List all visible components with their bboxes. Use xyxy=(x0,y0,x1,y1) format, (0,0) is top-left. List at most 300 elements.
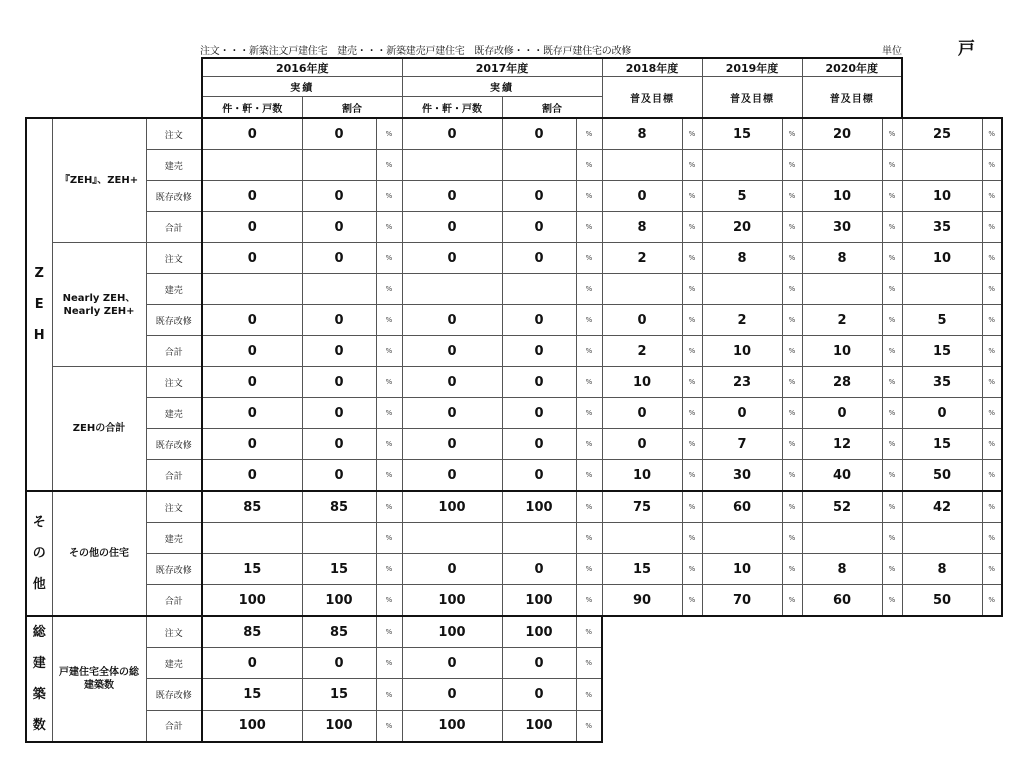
percent-mark: % xyxy=(576,305,602,336)
value-cell xyxy=(602,150,682,181)
value-cell: 10 xyxy=(902,181,982,212)
other-group-label: その他の住宅 xyxy=(52,491,146,616)
table-row xyxy=(26,523,1002,554)
value-cell: 20 xyxy=(702,212,782,243)
value-cell: 90 xyxy=(602,585,682,617)
percent-mark: % xyxy=(682,367,702,398)
percent-mark: % xyxy=(982,150,1002,181)
percent-mark: % xyxy=(576,648,602,679)
goal-header-2020: 普及目標 xyxy=(802,77,902,119)
unit-label: 単位 xyxy=(882,46,902,57)
value-cell: 0 xyxy=(502,679,576,710)
zeh-group-label: ZEHの合計 xyxy=(52,367,146,492)
percent-mark: % xyxy=(376,118,402,150)
value-cell xyxy=(802,150,882,181)
value-cell: 100 xyxy=(302,585,376,617)
percent-mark: % xyxy=(576,523,602,554)
percent-mark: % xyxy=(682,523,702,554)
total-section-char: 数 xyxy=(32,718,46,733)
value-cell: 0 xyxy=(502,554,576,585)
value-cell: 100 xyxy=(202,585,302,617)
unit-value: 戸 xyxy=(958,39,975,59)
percent-mark: % xyxy=(782,243,802,274)
value-cell: 0 xyxy=(202,398,302,429)
value-cell: 15 xyxy=(202,679,302,710)
value-cell: 0 xyxy=(402,181,502,212)
value-cell xyxy=(202,150,302,181)
value-cell: 0 xyxy=(202,181,302,212)
value-cell: 0 xyxy=(502,305,576,336)
value-cell: 0 xyxy=(402,367,502,398)
row-type-label: 合計 xyxy=(146,585,202,617)
percent-mark: % xyxy=(576,616,602,648)
value-cell: 10 xyxy=(902,243,982,274)
row-type-label: 合計 xyxy=(146,710,202,742)
total-section-char: 総 xyxy=(32,625,46,640)
value-cell: 100 xyxy=(502,491,576,523)
year-header-2017: 2017年度 xyxy=(402,58,602,77)
value-cell: 5 xyxy=(702,181,782,212)
percent-mark: % xyxy=(882,398,902,429)
value-cell: 0 xyxy=(402,554,502,585)
value-cell: 15 xyxy=(902,429,982,460)
value-cell: 0 xyxy=(902,398,982,429)
row-type-label: 既存改修 xyxy=(146,679,202,710)
value-cell: 0 xyxy=(302,336,376,367)
percent-mark: % xyxy=(576,367,602,398)
row-type-label: 既存改修 xyxy=(146,429,202,460)
value-cell: 100 xyxy=(402,616,502,648)
percent-mark: % xyxy=(782,367,802,398)
value-cell: 8 xyxy=(902,554,982,585)
percent-mark: % xyxy=(782,150,802,181)
value-cell: 0 xyxy=(402,648,502,679)
row-type-label: 注文 xyxy=(146,243,202,274)
percent-mark: % xyxy=(576,460,602,492)
total-section-char: 建 xyxy=(32,656,46,671)
percent-mark: % xyxy=(982,367,1002,398)
value-cell: 0 xyxy=(602,429,682,460)
percent-mark: % xyxy=(782,212,802,243)
value-cell: 0 xyxy=(202,212,302,243)
value-cell: 0 xyxy=(302,648,376,679)
table-row xyxy=(26,181,1002,212)
percent-mark: % xyxy=(576,181,602,212)
value-cell: 0 xyxy=(302,367,376,398)
percent-mark: % xyxy=(376,710,402,742)
value-cell: 50 xyxy=(902,460,982,492)
ratio-header-2017: 割合 xyxy=(502,97,602,119)
other-section-char: そ xyxy=(32,515,46,530)
percent-mark: % xyxy=(882,181,902,212)
value-cell: 30 xyxy=(802,212,882,243)
value-cell: 70 xyxy=(702,585,782,617)
value-cell xyxy=(402,274,502,305)
percent-mark: % xyxy=(982,274,1002,305)
value-cell: 0 xyxy=(502,243,576,274)
percent-mark: % xyxy=(782,523,802,554)
percent-mark: % xyxy=(982,491,1002,523)
value-cell: 0 xyxy=(302,212,376,243)
percent-mark: % xyxy=(882,336,902,367)
percent-mark: % xyxy=(576,710,602,742)
value-cell: 2 xyxy=(602,243,682,274)
percent-mark: % xyxy=(882,460,902,492)
value-cell: 100 xyxy=(502,710,576,742)
value-cell: 75 xyxy=(602,491,682,523)
value-cell: 0 xyxy=(202,305,302,336)
percent-mark: % xyxy=(576,554,602,585)
value-cell xyxy=(502,150,576,181)
percent-mark: % xyxy=(376,429,402,460)
value-cell: 0 xyxy=(502,367,576,398)
value-cell: 23 xyxy=(702,367,782,398)
value-cell: 7 xyxy=(702,429,782,460)
value-cell: 42 xyxy=(902,491,982,523)
value-cell: 0 xyxy=(202,648,302,679)
percent-mark: % xyxy=(982,212,1002,243)
value-cell: 15 xyxy=(602,554,682,585)
percent-mark: % xyxy=(782,554,802,585)
row-type-label: 建売 xyxy=(146,523,202,554)
other-section-label xyxy=(26,491,52,616)
table-row xyxy=(26,118,1002,150)
zeh-section-char: E xyxy=(34,297,44,312)
percent-mark: % xyxy=(782,585,802,617)
row-type-label: 建売 xyxy=(146,398,202,429)
count-header-2016: 件・軒・戸数 xyxy=(202,97,302,119)
value-cell xyxy=(602,274,682,305)
zeh-section-label xyxy=(26,118,52,491)
table-row xyxy=(26,679,1002,710)
value-cell xyxy=(302,150,376,181)
table-row xyxy=(26,212,1002,243)
percent-mark: % xyxy=(576,118,602,150)
percent-mark: % xyxy=(882,118,902,150)
value-cell: 15 xyxy=(202,554,302,585)
value-cell: 0 xyxy=(502,212,576,243)
percent-mark: % xyxy=(882,585,902,617)
value-cell: 35 xyxy=(902,212,982,243)
value-cell: 100 xyxy=(402,585,502,617)
percent-mark: % xyxy=(882,491,902,523)
value-cell xyxy=(702,274,782,305)
value-cell: 0 xyxy=(402,429,502,460)
value-cell: 0 xyxy=(202,336,302,367)
percent-mark: % xyxy=(682,305,702,336)
table-row xyxy=(26,491,1002,523)
year-header-2020: 2020年度 xyxy=(802,58,902,77)
value-cell: 0 xyxy=(402,679,502,710)
percent-mark: % xyxy=(782,274,802,305)
percent-mark: % xyxy=(982,523,1002,554)
zeh-section-char: Z xyxy=(34,266,44,281)
value-cell: 0 xyxy=(202,429,302,460)
value-cell xyxy=(902,150,982,181)
value-cell: 10 xyxy=(702,336,782,367)
value-cell: 0 xyxy=(302,118,376,150)
percent-mark: % xyxy=(682,460,702,492)
value-cell: 30 xyxy=(702,460,782,492)
row-type-label: 建売 xyxy=(146,150,202,181)
percent-mark: % xyxy=(376,212,402,243)
percent-mark: % xyxy=(882,367,902,398)
value-cell: 0 xyxy=(602,305,682,336)
value-cell: 5 xyxy=(902,305,982,336)
percent-mark: % xyxy=(782,305,802,336)
year-header-2016: 2016年度 xyxy=(202,58,402,77)
value-cell xyxy=(402,523,502,554)
value-cell xyxy=(902,523,982,554)
year-header-2018: 2018年度 xyxy=(602,58,702,77)
value-cell: 85 xyxy=(202,616,302,648)
value-cell: 0 xyxy=(302,305,376,336)
value-cell: 8 xyxy=(602,212,682,243)
total-section-label xyxy=(26,616,52,742)
value-cell: 0 xyxy=(802,398,882,429)
percent-mark: % xyxy=(376,367,402,398)
row-type-label: 合計 xyxy=(146,212,202,243)
percent-mark: % xyxy=(576,274,602,305)
value-cell xyxy=(802,523,882,554)
table-row xyxy=(26,336,1002,367)
table-row xyxy=(26,429,1002,460)
value-cell: 0 xyxy=(302,460,376,492)
year-header-2019: 2019年度 xyxy=(702,58,802,77)
value-cell: 0 xyxy=(402,398,502,429)
value-cell: 100 xyxy=(402,491,502,523)
percent-mark: % xyxy=(682,398,702,429)
value-cell xyxy=(402,150,502,181)
goal-header-2018: 普及目標 xyxy=(602,77,702,119)
percent-mark: % xyxy=(682,336,702,367)
value-cell: 8 xyxy=(602,118,682,150)
percent-mark: % xyxy=(376,616,402,648)
percent-mark: % xyxy=(376,336,402,367)
percent-mark: % xyxy=(576,398,602,429)
value-cell: 85 xyxy=(202,491,302,523)
value-cell: 0 xyxy=(202,243,302,274)
value-cell: 10 xyxy=(802,181,882,212)
percent-mark: % xyxy=(376,150,402,181)
value-cell: 0 xyxy=(602,398,682,429)
value-cell: 8 xyxy=(702,243,782,274)
value-cell: 0 xyxy=(702,398,782,429)
percent-mark: % xyxy=(576,150,602,181)
table-row xyxy=(26,305,1002,336)
percent-mark: % xyxy=(782,491,802,523)
value-cell xyxy=(702,523,782,554)
value-cell: 15 xyxy=(302,554,376,585)
percent-mark: % xyxy=(376,243,402,274)
percent-mark: % xyxy=(682,491,702,523)
row-type-label: 建売 xyxy=(146,274,202,305)
value-cell xyxy=(702,150,782,181)
percent-mark: % xyxy=(376,398,402,429)
percent-mark: % xyxy=(576,491,602,523)
value-cell: 60 xyxy=(702,491,782,523)
jisseki-header-2016: 実績 xyxy=(202,77,402,97)
percent-mark: % xyxy=(982,585,1002,617)
percent-mark: % xyxy=(576,679,602,710)
value-cell: 0 xyxy=(302,181,376,212)
percent-mark: % xyxy=(982,118,1002,150)
value-cell: 52 xyxy=(802,491,882,523)
value-cell: 40 xyxy=(802,460,882,492)
value-cell: 28 xyxy=(802,367,882,398)
percent-mark: % xyxy=(576,585,602,617)
value-cell: 10 xyxy=(802,336,882,367)
value-cell xyxy=(302,523,376,554)
percent-mark: % xyxy=(376,491,402,523)
percent-mark: % xyxy=(882,429,902,460)
percent-mark: % xyxy=(376,679,402,710)
percent-mark: % xyxy=(682,554,702,585)
table-row xyxy=(26,648,1002,679)
value-cell: 0 xyxy=(302,243,376,274)
value-cell: 0 xyxy=(302,429,376,460)
value-cell: 0 xyxy=(502,118,576,150)
value-cell: 12 xyxy=(802,429,882,460)
percent-mark: % xyxy=(882,150,902,181)
value-cell: 85 xyxy=(302,491,376,523)
value-cell xyxy=(302,274,376,305)
value-cell: 50 xyxy=(902,585,982,617)
percent-mark: % xyxy=(982,429,1002,460)
percent-mark: % xyxy=(882,274,902,305)
value-cell: 8 xyxy=(802,554,882,585)
percent-mark: % xyxy=(682,150,702,181)
value-cell: 2 xyxy=(702,305,782,336)
value-cell: 100 xyxy=(502,616,576,648)
jisseki-header-2017: 実績 xyxy=(402,77,602,97)
percent-mark: % xyxy=(782,181,802,212)
percent-mark: % xyxy=(782,460,802,492)
count-header-2017: 件・軒・戸数 xyxy=(402,97,502,119)
value-cell: 0 xyxy=(502,398,576,429)
table-row xyxy=(26,554,1002,585)
zeh-target-table xyxy=(25,57,1003,743)
percent-mark: % xyxy=(682,181,702,212)
table-row xyxy=(26,398,1002,429)
row-type-label: 合計 xyxy=(146,460,202,492)
percent-mark: % xyxy=(376,181,402,212)
value-cell: 100 xyxy=(502,585,576,617)
row-type-label: 既存改修 xyxy=(146,554,202,585)
other-section-char: の xyxy=(32,546,46,561)
percent-mark: % xyxy=(682,243,702,274)
value-cell xyxy=(802,274,882,305)
value-cell: 2 xyxy=(602,336,682,367)
percent-mark: % xyxy=(882,212,902,243)
total-section-char: 築 xyxy=(32,687,46,702)
value-cell: 0 xyxy=(502,429,576,460)
value-cell: 0 xyxy=(202,460,302,492)
value-cell: 0 xyxy=(402,305,502,336)
zeh-group-label: 『ZEH』、ZEH+ xyxy=(52,118,146,243)
percent-mark: % xyxy=(376,523,402,554)
percent-mark: % xyxy=(882,554,902,585)
value-cell xyxy=(202,274,302,305)
value-cell: 15 xyxy=(902,336,982,367)
table-row xyxy=(26,616,1002,648)
value-cell: 8 xyxy=(802,243,882,274)
value-cell xyxy=(502,523,576,554)
percent-mark: % xyxy=(982,243,1002,274)
percent-mark: % xyxy=(782,118,802,150)
value-cell: 2 xyxy=(802,305,882,336)
value-cell: 10 xyxy=(702,554,782,585)
percent-mark: % xyxy=(682,585,702,617)
percent-mark: % xyxy=(376,585,402,617)
percent-mark: % xyxy=(982,460,1002,492)
percent-mark: % xyxy=(376,648,402,679)
percent-mark: % xyxy=(982,554,1002,585)
percent-mark: % xyxy=(376,274,402,305)
value-cell: 100 xyxy=(302,710,376,742)
zeh-group-label: Nearly ZEH、Nearly ZEH+ xyxy=(52,243,146,367)
total-group-label: 戸建住宅全体の総建築数 xyxy=(52,616,146,742)
value-cell: 0 xyxy=(502,336,576,367)
row-type-label: 建売 xyxy=(146,648,202,679)
table-row xyxy=(26,274,1002,305)
other-section-char: 他 xyxy=(32,577,46,592)
value-cell: 100 xyxy=(202,710,302,742)
value-cell: 100 xyxy=(402,710,502,742)
percent-mark: % xyxy=(682,212,702,243)
percent-mark: % xyxy=(576,336,602,367)
percent-mark: % xyxy=(376,305,402,336)
value-cell: 0 xyxy=(502,460,576,492)
value-cell xyxy=(602,523,682,554)
percent-mark: % xyxy=(882,305,902,336)
value-cell: 10 xyxy=(602,367,682,398)
percent-mark: % xyxy=(982,181,1002,212)
table-row xyxy=(26,710,1002,742)
table-row xyxy=(26,243,1002,274)
value-cell: 15 xyxy=(702,118,782,150)
value-cell: 0 xyxy=(202,118,302,150)
row-type-label: 注文 xyxy=(146,118,202,150)
row-type-label: 注文 xyxy=(146,491,202,523)
value-cell: 0 xyxy=(502,648,576,679)
percent-mark: % xyxy=(376,460,402,492)
ratio-header-2016: 割合 xyxy=(302,97,402,119)
row-type-label: 合計 xyxy=(146,336,202,367)
value-cell: 0 xyxy=(202,367,302,398)
value-cell: 0 xyxy=(402,460,502,492)
value-cell: 0 xyxy=(402,243,502,274)
percent-mark: % xyxy=(882,243,902,274)
percent-mark: % xyxy=(682,118,702,150)
value-cell: 85 xyxy=(302,616,376,648)
goal-header-2019: 普及目標 xyxy=(702,77,802,119)
percent-mark: % xyxy=(982,398,1002,429)
table-row xyxy=(26,460,1002,492)
legend-note: 注文・・・新築注文戸建住宅 建売・・・新築建売戸建住宅 既存改修・・・既存戸建住宅の改修 xyxy=(200,46,632,57)
value-cell: 60 xyxy=(802,585,882,617)
percent-mark: % xyxy=(882,523,902,554)
percent-mark: % xyxy=(576,243,602,274)
value-cell: 25 xyxy=(902,118,982,150)
table-row xyxy=(26,585,1002,617)
percent-mark: % xyxy=(782,429,802,460)
value-cell xyxy=(502,274,576,305)
value-cell: 0 xyxy=(402,336,502,367)
row-type-label: 既存改修 xyxy=(146,305,202,336)
percent-mark: % xyxy=(782,336,802,367)
value-cell: 0 xyxy=(402,212,502,243)
